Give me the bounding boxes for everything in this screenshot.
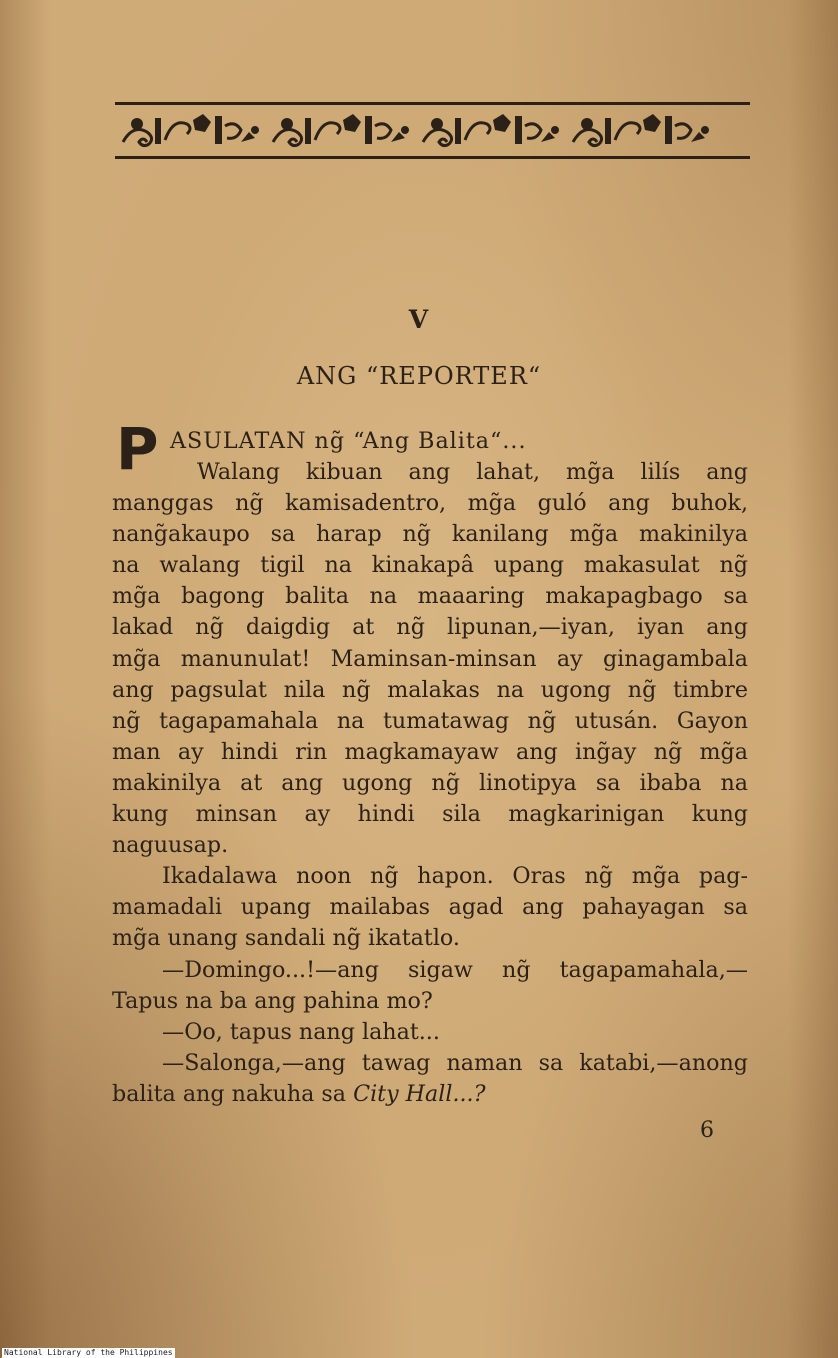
text-line: nang̃akaupo sa harap ng̃ kanilang mg̃a makinilya (112, 521, 748, 548)
text-line: Ikadalawa noon ng̃ hapon. Oras ng̃ mg̃a pag- (162, 863, 748, 890)
paragraph-2 (112, 861, 748, 954)
text-line: makinilya at ang ugong ng̃ linotipya sa ibaba na (112, 769, 748, 796)
drop-cap: P (116, 415, 159, 483)
text-line: Walang kibuan ang lahat, mg̃a lilís ang (197, 459, 748, 485)
text-line: ng̃ tagapamahala na tumatawag ng̃ utusán. Gayon (112, 707, 748, 734)
first-line-text: ASULATAN ng̃ “Ang Balita“... (170, 428, 527, 454)
paragraph-5 (112, 1048, 748, 1110)
text-line: na walang tigil na kinakapâ upang makasulat ng̃ (112, 552, 748, 579)
library-credit: National Library of the Philippines (4, 1348, 173, 1357)
decorative-header-ornament (115, 100, 750, 162)
paragraph-3 (112, 955, 748, 1017)
text-line (112, 1079, 748, 1110)
text-line: man ay hindi rin magkamayaw ang ing̃ay ng̃ mg̃a (112, 738, 748, 765)
text-line: —Oo, tapus nang lahat... (162, 1018, 440, 1045)
text-line: Tapus na ba ang pahina mo? (112, 987, 433, 1014)
text-line: —Domingo...!—ang sigaw ng̃ tagapamahala,— (162, 956, 748, 983)
text-line: mg̃a unang sandali ng̃ ikatatlo. (112, 925, 460, 952)
text-line: mamadali upang mailabas agad ang pahayagan sa (112, 894, 748, 921)
italic-text-segment: City Hall...? (353, 1080, 486, 1107)
text-line: ang pagsulat nila ng̃ malakas na ugong ng̃ timbre (112, 676, 748, 703)
text-line: —Salonga,—ang tawag naman sa katabi,—anong (162, 1049, 748, 1076)
chapter-number: V (408, 305, 430, 334)
page-number: 6 (700, 1118, 714, 1143)
text-line: mg̃a manunulat! Maminsan-minsan ay ginagambala (112, 645, 748, 672)
text-line: naguusap. (112, 832, 229, 859)
text-line: mg̃a bagong balita na maaaring makapagbago sa (112, 583, 748, 610)
body-text (112, 415, 748, 1110)
paragraph-1 (112, 457, 748, 861)
text-line: lakad ng̃ daigdig at ng̃ lipunan,—iyan, iyan ang (112, 614, 748, 641)
text-segment: balita ang nakuha sa (112, 1080, 354, 1107)
chapter-title: ANG “REPORTER“ (296, 362, 542, 390)
paragraph-4 (112, 1017, 748, 1048)
text-line: kung minsan ay hindi sila magkarinigan kung (112, 801, 748, 828)
text-line: manggas ng̃ kamisadentro, mg̃a guló ang buhok, (112, 490, 748, 517)
